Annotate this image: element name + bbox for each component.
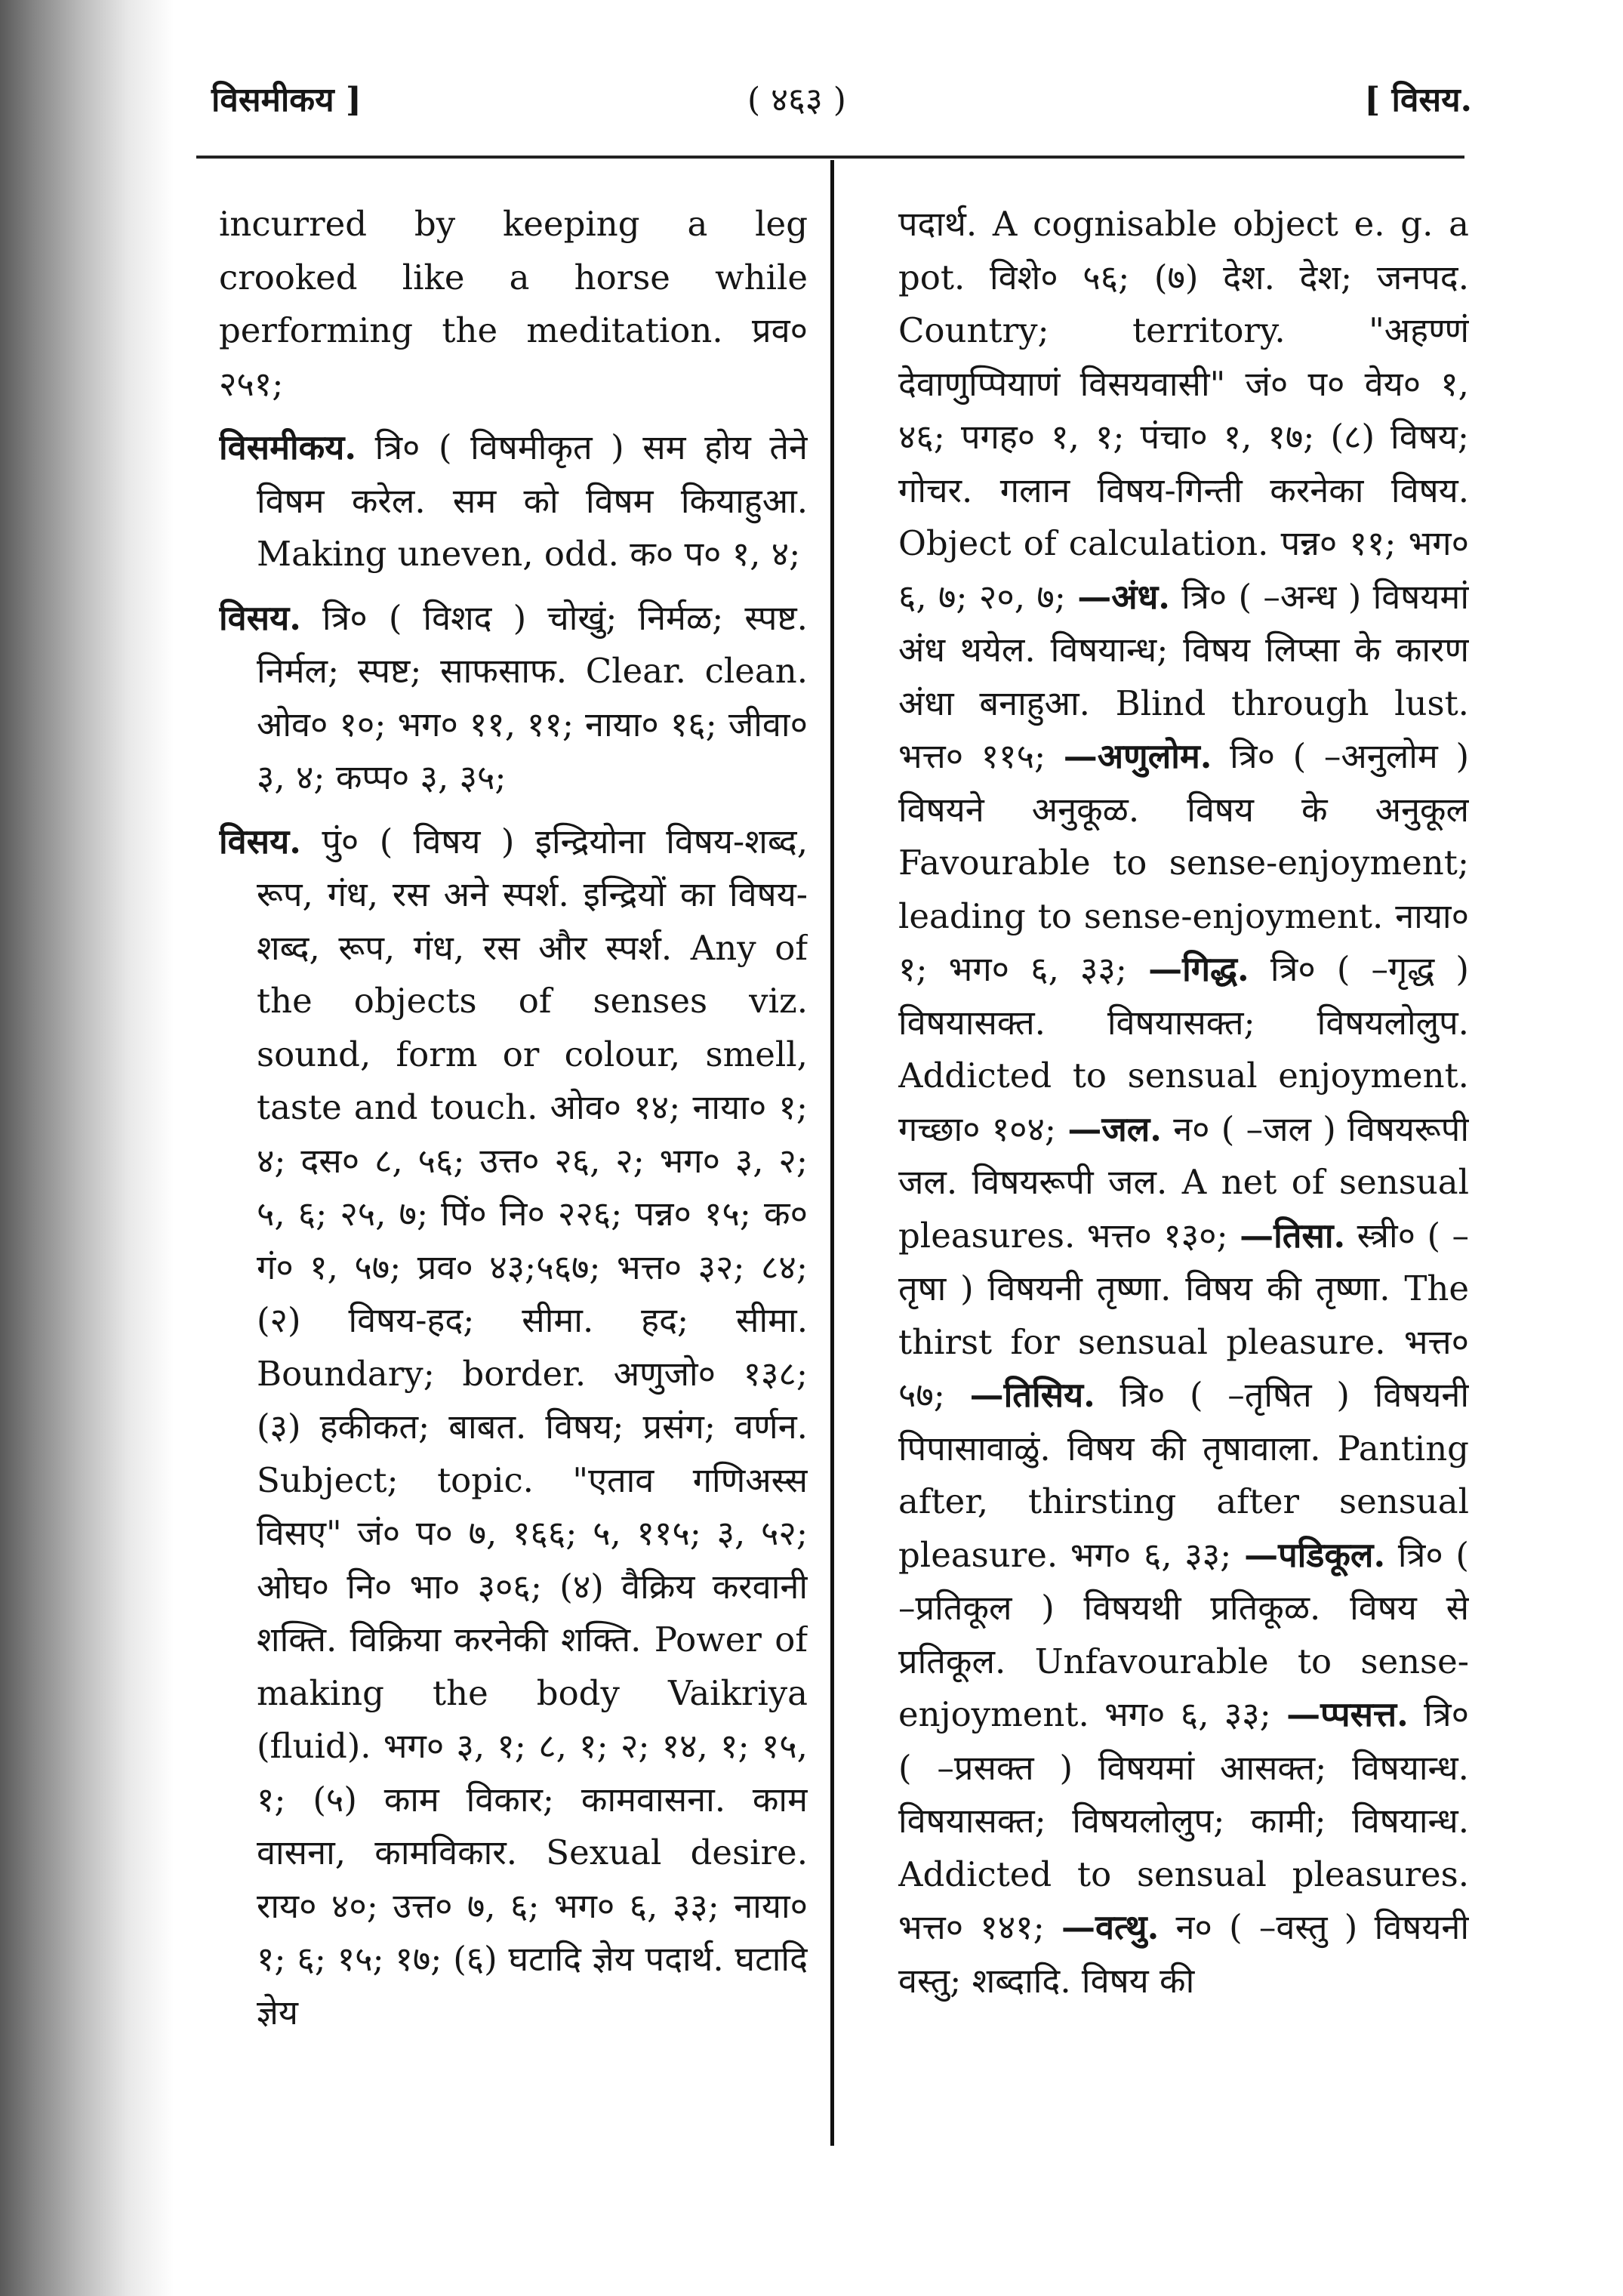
header-left-guideword: विसमीकय ] [211,81,362,119]
sub-headword: —तिसा. [1240,1215,1346,1256]
headword: विसमीकय. [219,427,356,467]
sub-headword: —गिद्ध. [1148,949,1249,989]
continued-entry-text [898,198,1469,2008]
entry-text: स्त्री० ( –तृषा ) विषयनी तृष्णा. विषय की तृष्णा. The thirst for sensual pleasure. भत्त० ५७; [898,1215,1469,1415]
page-header [204,69,1480,130]
entry-text: incurred by keeping a leg crooked like a horse while performing the meditation. प्रव० २५१; [219,204,808,404]
headword: विसय. [219,821,301,861]
scan-shadow [0,0,174,2296]
continued-entry-text [219,198,808,411]
sub-headword: —पडिकूल. [1244,1534,1386,1575]
entry-text: त्रि० ( विशद ) चोखुं; निर्मळ; स्पष्ट. निर्मल; स्पष्ट; साफसाफ. Clear. clean. ओव० १०; भग० ११, ११; नाया० १६; जीवा० ३, ४; कप्प० ३, ३५; [257,597,808,797]
entry-text: त्रि० ( –तृषित ) विषयनी पिपासावाळुं. विषय की तृषावाला. Panting after, thirsting after sensual pleasure. भग० ६, ३३; [898,1375,1469,1575]
headword: विसय. [219,597,301,638]
sub-headword: —तिसिय. [969,1375,1095,1415]
entry-text: पदार्थ. A cognisable object e. g. a pot. विशे० ५६; (७) देश. देश; जनपद. Country; territory. "अहण्णं देवाणुप्पियाणं विसयवासी" जं० प० वेय० १, ४६; पगह० १, १; पंचा० १, १७; (८) विषय; गोचर. गलान विषय-गिन्ती करनेका विषय. Object of calculation. पन्न० ११; भग० ६, ७; २०, ७; [898,204,1469,617]
entry-text: त्रि० ( –प्रतिकूल ) विषयथी प्रतिकूळ. विषय से प्रतिकूल. Unfavourable to sense-enjoyment. भग० ६, ३३; [898,1534,1469,1734]
sub-headword: —प्पसत्त. [1286,1694,1409,1734]
header-right-guideword: [ विसय. [1364,81,1472,119]
sub-headword: —जल. [1067,1108,1162,1149]
entry-text: न० ( –जल ) विषयरूपी जल. विषयरूपी जल. A net of sensual pleasures. भत्त० १३०; [898,1108,1469,1256]
header-rule [196,156,1464,159]
page-number: ( ४६३ ) [747,81,846,119]
dictionary-entry [219,421,808,581]
column-divider [830,160,834,2146]
dictionary-entry [219,592,808,805]
entry-text: त्रि० ( विषमीकृत ) सम होय तेने विषम करेल. सम को विषम कियाहुआ. Making uneven, odd. क० प० १, ४; [257,427,808,574]
sub-headword: —अंध. [1077,576,1170,617]
left-column [219,198,808,2161]
entry-text: त्रि० ( –गृद्ध ) विषयासक्त. विषयासक्त; विषयलोलुप. Addicted to sensual enjoyment. गच्छा० १०४; [898,949,1469,1149]
entry-text: त्रि० ( –अनुलोम ) विषयने अनुकूळ. विषय के अनुकूल Favourable to sense-enjoyment; leading to sense-enjoyment. नाया० १; भग० ६, ३३; [898,736,1469,989]
right-column [898,198,1469,2161]
entry-text: पुं० ( विषय ) इन्द्रियोना विषय-शब्द, रूप, गंध, रस अने स्पर्श. इन्द्रियों का विषय-शब्द, रूप, गंध, रस और स्पर्श. Any of the objects of senses viz. sound, form or colour, smell, taste and touch. ओव० १४; नाया० १; ४; दस० ८, ५६; उत्त० २६, २; भग० ३, २; ५, ६; २५, ७; पिं० नि० २२६; पन्न० १५; क० गं० १, ५७; प्रव० ४३;५६७; भत्त० ३२; ८४; (२) विषय-हद; सीमा. हद; सीमा. Boundary; border. अणुजो० १३८; (३) हकीकत; बाबत. विषय; प्रसंग; वर्णन. Subject; topic. "एताव गणिअस्स विसए" जं० प० ७, १६६; ५, ११५; ३, ५२; ओघ० नि० भा० ३०६; (४) वैक्रिय करवानी शक्ति. विक्रिया करनेकी शक्ति. Power of making the body Vaikriya (fluid). भग० ३, १; ८, १; २; १४, १; १५, १; (५) काम विकार; कामवासना. काम वासना, कामविकार. Sexual desire. राय० ४०; उत्त० ७, ६; भग० ६, ३३; नाया० १; ६; १५; १७; (६) घटादि ज्ञेय पदार्थ. घटादि ज्ञेय [257,821,808,2032]
entry-text: त्रि० ( –अन्ध ) विषयमां अंध थयेल. विषयान्ध; विषय लिप्सा के कारण अंधा बनाहुआ. Blind through lust. भत्त० ११५; [898,576,1469,776]
sub-headword: —वत्थु. [1061,1907,1160,1947]
entry-text: न० ( –वस्तु ) विषयनी वस्तु; शब्दादि. विषय की [898,1907,1469,2001]
dictionary-entry [219,815,808,2040]
entry-text: त्रि० ( –प्रसक्त ) विषयमां आसक्त; विषयान्ध. विषयासक्त; विषयलोलुप; कामी; विषयान्ध. Addicted to sensual pleasures. भत्त० १४१; [898,1694,1469,1947]
sub-headword: —अणुलोम. [1063,736,1212,776]
